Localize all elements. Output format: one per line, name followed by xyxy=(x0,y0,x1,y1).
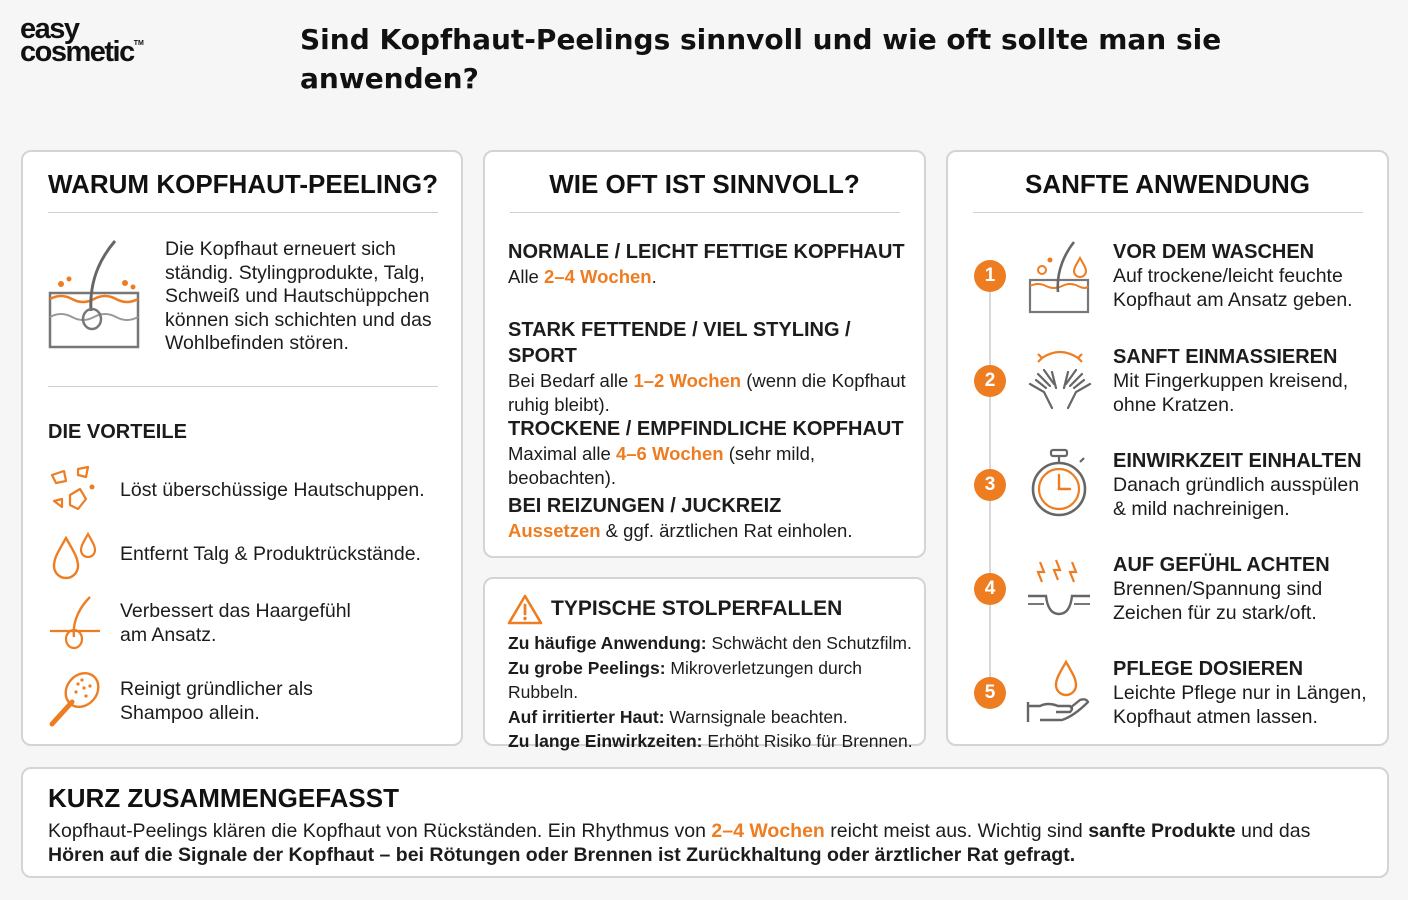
hair-root-icon xyxy=(48,595,102,653)
step-heading: SANFT EINMASSIEREN xyxy=(1113,346,1338,368)
step-number: 2 xyxy=(974,365,1006,397)
frequency-item xyxy=(508,317,918,416)
frequency-highlight: 4–6 Wochen xyxy=(615,443,724,464)
step-number: 1 xyxy=(974,260,1006,292)
pitfall-text: Mikroverletzungen durch Rubbeln. xyxy=(508,657,863,702)
stolperfallen-card xyxy=(483,577,926,751)
frequency-text: . xyxy=(651,266,657,287)
step-heading: PFLEGE DOSIEREN xyxy=(1113,658,1304,680)
frequency-text: (wenn die Kopfhaut ruhig bleibt). xyxy=(508,370,906,415)
benefit-item: Löst überschüssige Hautschuppen. xyxy=(120,479,425,501)
wie-oft-title: WIE OFT IST SINNVOLL? xyxy=(549,169,860,199)
flakes-icon xyxy=(48,465,100,517)
pitfall-label: Zu häufige Anwendung: xyxy=(508,633,707,653)
step-heading: AUF GEFÜHL ACHTEN xyxy=(1113,554,1330,576)
warning-icon xyxy=(507,593,543,625)
brand-logo-line2: cosmetic xyxy=(20,35,134,68)
frequency-highlight: Aussetzen xyxy=(508,520,601,541)
pitfall-text: Erhöht Risiko für Brennen. xyxy=(702,731,913,751)
irritation-icon xyxy=(1026,558,1092,622)
benefit-item: Verbessert das Haargefühl am Ansatz. xyxy=(120,600,351,646)
frequency-text: Maximal alle xyxy=(508,443,616,464)
divider xyxy=(48,212,438,213)
hand-drop-icon xyxy=(1026,658,1092,726)
pitfall-item xyxy=(508,656,923,705)
pitfall-label: Zu grobe Peelings: xyxy=(508,657,666,678)
benefit-item: Entfernt Talg & Produktrückstände. xyxy=(120,543,421,565)
frequency-item xyxy=(508,239,918,289)
benefits-heading: DIE VORTEILE xyxy=(48,421,187,443)
summary-card xyxy=(21,767,1389,878)
divider xyxy=(48,386,438,387)
step-number: 3 xyxy=(974,469,1006,501)
step-text: Mit Fingerkuppen kreisend, ohne Kratzen. xyxy=(1113,370,1349,416)
stolperfallen-title: TYPISCHE STOLPERFALLEN xyxy=(551,597,843,620)
frequency-text: & ggf. ärztlichen Rat einholen. xyxy=(600,520,853,541)
frequency-heading: TROCKENE / EMPFINDLICHE KOPFHAUT xyxy=(508,418,904,440)
droplets-icon xyxy=(48,530,100,582)
pitfall-list xyxy=(508,631,923,754)
brand-logo xyxy=(20,13,144,68)
brand-logo-line1: easy xyxy=(20,13,79,45)
step-number: 5 xyxy=(974,677,1006,709)
anwendung-card xyxy=(946,150,1389,746)
pitfall-item xyxy=(508,705,923,730)
frequency-text: (sehr mild, beobachten). xyxy=(508,443,816,488)
step-heading: VOR DEM WASCHEN xyxy=(1113,241,1315,263)
frequency-text: Alle xyxy=(508,266,544,287)
pitfall-item xyxy=(508,631,923,656)
step-heading: EINWIRKZEIT EINHALTEN xyxy=(1113,450,1362,472)
hair-follicle-icon xyxy=(47,237,143,353)
massaging-hands-icon xyxy=(1022,348,1098,412)
step-number: 4 xyxy=(974,573,1006,605)
anwendung-title: SANFTE ANWENDUNG xyxy=(1024,169,1311,199)
frequency-item xyxy=(508,493,918,543)
pitfall-label: Zu lange Einwirkzeiten: xyxy=(508,731,703,751)
frequency-highlight: 2–4 Wochen xyxy=(544,266,652,287)
summary-bold: Hören auf die Signale der Kopfhaut – bei Rötungen oder Brennen ist Zurückhaltung oder ärztlicher Rat gefragt. xyxy=(48,844,1076,866)
frequency-heading: BEI REIZUNGEN / JUCKREIZ xyxy=(508,495,782,517)
summary-text: Kopfhaut-Peelings klären die Kopfhaut von Rückständen. Ein Rhythmus von 2–4 Wochen reicht meist aus. Wichtig sind sanfte Produkte und das Hören auf die Signale der Kopfhaut – bei Rötungen oder Brennen ist Zurückhaltung oder ärztlicher Rat gefragt. xyxy=(48,820,1311,866)
warum-card xyxy=(21,150,463,746)
divider xyxy=(510,212,900,213)
pitfall-label: Auf irritierter Haut: xyxy=(508,706,665,727)
frequency-text: Bei Bedarf alle xyxy=(508,370,634,391)
summary-highlight: 2–4 Wochen xyxy=(711,820,825,842)
step-text: Auf trockene/leicht feuchte Kopfhaut am Ansatz geben. xyxy=(1113,265,1353,311)
benefit-item: Reinigt gründlicher als Shampoo allein. xyxy=(120,678,313,724)
pitfall-item xyxy=(508,729,923,754)
page-title: Sind Kopfhaut-Peelings sinnvoll und wie oft sollte man sie anwenden? xyxy=(300,23,1222,95)
trademark-mark: TM xyxy=(133,39,144,47)
summary-title: KURZ ZUSAMMENGEFASST xyxy=(48,783,399,813)
frequency-heading: STARK FETTENDE / VIEL STYLING / SPORT xyxy=(508,319,851,367)
pitfall-text: Schwächt den Schutzfilm. xyxy=(706,633,912,653)
warum-title: WARUM KOPFHAUT-PEELING? xyxy=(48,169,438,199)
brush-icon xyxy=(46,670,102,728)
frequency-heading: NORMALE / LEICHT FETTIGE KOPFHAUT xyxy=(508,241,905,263)
frequency-highlight: 1–2 Wochen xyxy=(633,370,742,391)
frequency-item xyxy=(508,416,918,489)
stopwatch-icon xyxy=(1028,448,1090,520)
step-text: Brennen/Spannung sind Zeichen für zu stark/oft. xyxy=(1113,578,1323,624)
pitfall-text: Warnsignale beachten. xyxy=(664,706,848,727)
summary-bold: sanfte Produkte xyxy=(1088,820,1236,842)
scalp-droplet-icon xyxy=(1028,238,1092,314)
warum-intro: Die Kopfhaut erneuert sich ständig. Stylingprodukte, Talg, Schweiß und Hautschüppchen können sich schichten und das Wohlbefinden stören. xyxy=(165,238,432,354)
divider xyxy=(973,212,1363,213)
step-text: Leichte Pflege nur in Längen, Kopfhaut atmen lassen. xyxy=(1113,682,1367,728)
step-text: Danach gründlich ausspülen & mild nachreinigen. xyxy=(1113,474,1360,520)
wie-oft-card xyxy=(483,150,926,558)
